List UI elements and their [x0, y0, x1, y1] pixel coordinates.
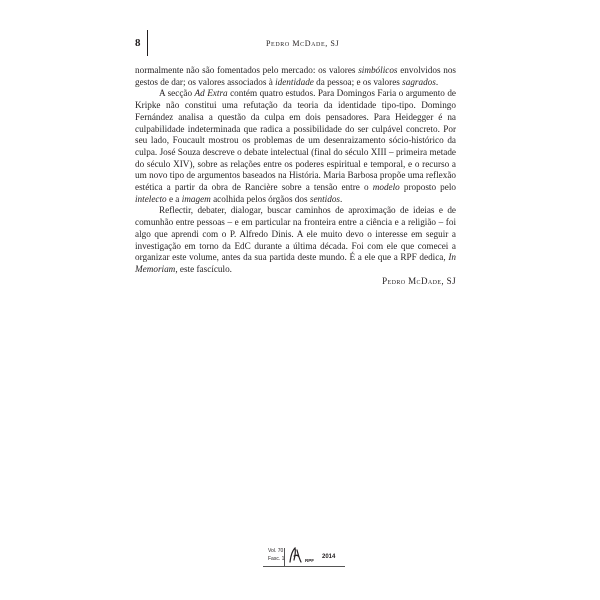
journal-abbrev: RPF: [305, 558, 314, 563]
italic-run: identidade: [275, 76, 314, 87]
italic-run: intelecto: [135, 193, 167, 204]
text-run: contém quatro estudos. Para Domingos Faria o argumento de Kripke não constitui uma refutação da teoria da identidade tipo-tipo. Domingo Fernández analisa a questão da culpa em dois pensadores. Para Heidegger é na culpabilidade indeterminada que radica a possibilidade do ser culpável concreto. Por seu lado, Foucault mostrou os problemas de um desenraizamento sócio-histórico da culpa. José Souza descreve o debate intelectual (final do século XIII – primeira metade do século XIV), sobre as relações entre os poderes espiritual e temporal, e o recurso a um novo tipo de argumentos baseados na História. Maria Barbosa propõe uma reflexão estética a partir da obra de Rancière sobre a tensão entre o: [135, 88, 456, 193]
italic-run: In Memoriam: [135, 252, 456, 274]
text-run: da pessoa; e os valores: [313, 76, 403, 87]
fascicle-label: Fasc. 1: [268, 556, 285, 562]
text-run: proposto pelo: [399, 182, 456, 193]
paragraph-2: [135, 88, 456, 205]
running-head: Pedro McDade, SJ: [266, 39, 340, 48]
header-divider: [147, 30, 148, 56]
italic-run: modelo: [372, 182, 400, 193]
text-run: normalmente não são fomentados pelo mercado: os valores: [135, 65, 359, 75]
volume-label: Vol. 70: [268, 548, 284, 554]
italic-run: simbólicos: [358, 65, 398, 75]
footer-rule: [263, 566, 345, 567]
italic-run: sentidos: [309, 193, 340, 204]
paragraph-3: [135, 205, 456, 275]
text-run: .: [340, 193, 343, 204]
text-run: .: [435, 76, 439, 87]
text-run: acolhida pelos órgãos dos: [210, 193, 310, 204]
text-run: e a: [166, 193, 182, 204]
author-signature: Pedro McDade, SJ: [382, 275, 456, 286]
italic-run: sagrados: [402, 76, 436, 87]
text-run: A secção: [159, 88, 195, 99]
paragraph-1: [135, 65, 456, 88]
year-label: 2014: [322, 554, 336, 560]
body-text: [135, 65, 456, 287]
footer: [260, 548, 350, 572]
text-run: , este fascículo.: [175, 263, 232, 274]
text-run: Reflectir, debater, dialogar, buscar caminhos de aproximação de ideias e de comunhão entre pessoas – e em particular na fronteira entre a ciência e a religião – foi algo que aprendi com o P. Alfredo Dinis. A ele muito devo o interesse em seguir a investigação em torno da EdC durante a última década. Foi com ele que comecei a organizar este volume, antes da sua partida deste mundo. É a ele que a RPF dedica,: [135, 205, 456, 263]
italic-run: Ad Extra: [194, 88, 228, 99]
text-run: envolvidos nos gestos de dar; os valores associados à: [135, 65, 456, 87]
italic-run: imagem: [181, 193, 211, 204]
page-number: 8: [135, 37, 141, 49]
rpf-logo-icon: [287, 546, 303, 566]
